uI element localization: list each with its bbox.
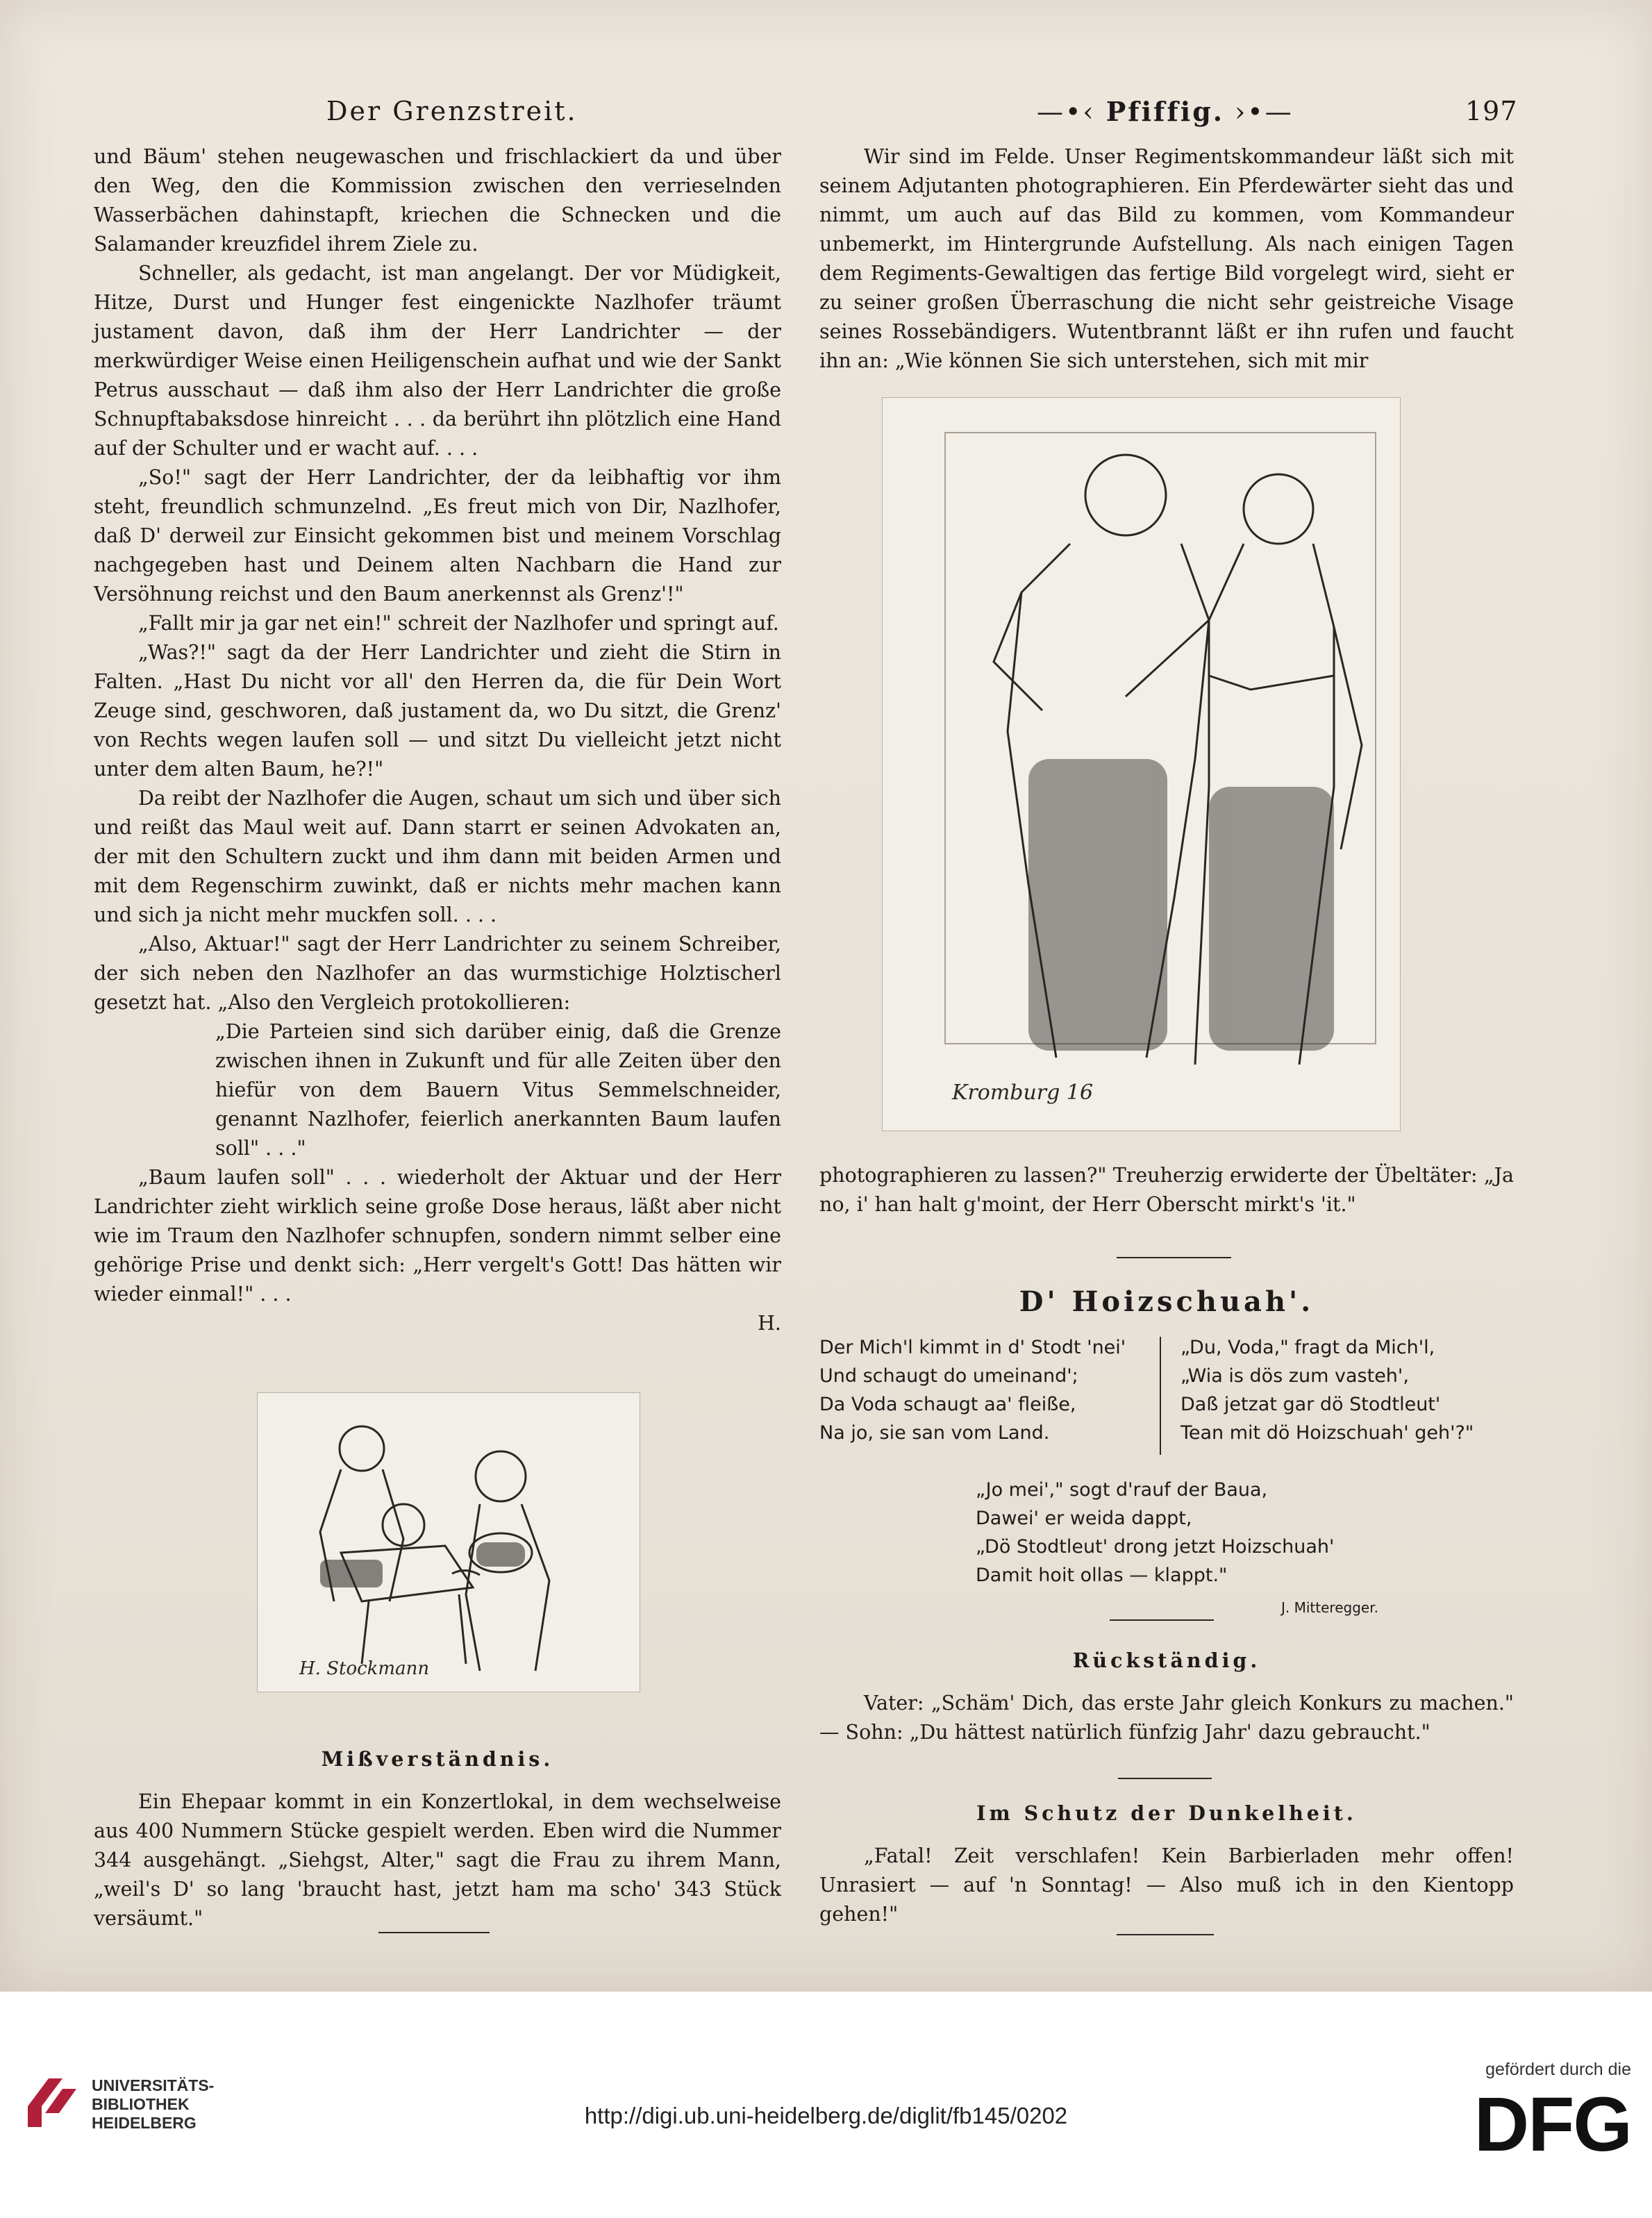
missverstaendnis-block xyxy=(94,1744,781,1933)
right-running-title: Pfiffig. xyxy=(1105,96,1224,127)
holzschuah-final-stanza xyxy=(976,1476,1392,1590)
library-line: BIBLIOTHEK xyxy=(92,2095,190,2113)
gamblers-illustration xyxy=(257,1392,640,1692)
verse-line: Daß jetzat gar dö Stodtleut' xyxy=(1180,1394,1441,1415)
library-line: UNIVERSITÄTS- xyxy=(92,2076,215,2094)
verse-line: „Wia is dös zum vasteh', xyxy=(1180,1365,1409,1387)
separator-rule xyxy=(1110,1619,1214,1621)
dunkelheit-block xyxy=(819,1799,1514,1929)
missverstaendnis-title: Mißverständnis. xyxy=(321,1747,554,1771)
separator-rule xyxy=(1117,1934,1214,1935)
story-paragraph-4: „Fallt mir ja gar net ein!" schreit der Nazlhofer und springt auf. xyxy=(138,612,779,635)
verse-line: Und schaugt do umeinand'; xyxy=(819,1365,1078,1387)
verse-line: Dawei' er weida dappt, xyxy=(976,1508,1192,1529)
story-paragraph-3: „So!" sagt der Herr Landrichter, der da leibhaftig vor ihm steht, freundlich schmunzelnd. „Es freut mich von Dir, Nazlhofer, daß D' derweil zur Einsicht gekommen bist und meinem Vorschlag nachgegeben hast und Deinem alten Nachbarn die Hand zur Versöhnung reichst und den Baum anerkennst als Grenz'!" xyxy=(94,466,781,606)
ornament-right: ›•— xyxy=(1224,97,1294,127)
soldiers-illustration xyxy=(882,397,1401,1131)
soldiers-signature: Kromburg 16 xyxy=(952,1081,1094,1105)
left-running-title: Der Grenzstreit. xyxy=(326,96,578,126)
permalink-url[interactable]: http://digi.ub.uni-heidelberg.de/diglit/fb145/0202 xyxy=(584,2103,1068,2128)
separator-rule xyxy=(1118,1778,1212,1779)
pfiffig-text-top: Wir sind im Felde. Unser Regimentskommandeur läßt sich mit seinem Adjutanten photographieren. Ein Pferdewärter sieht das und nimmt, um auch auf das Bild zu kommen, vom Kommandeur unbemerkt, im Hintergrunde Aufstellung. Als nach einigen Tagen dem Regiments-Gewaltigen das fertige Bild vorgelegt wird, sieht er zu seiner großen Überraschung die nicht sehr geistreiche Visage seines Rossebändigers. Wutentbrannt läßt er ihn rufen und faucht ihn an: „Wie können Sie sich unterstehen, sich mit mir xyxy=(819,145,1514,372)
verse-line: Der Mich'l kimmt in d' Stodt 'nei' xyxy=(819,1337,1126,1358)
rueckstaendig-title: Rückständig. xyxy=(1072,1649,1261,1672)
verse-line: „Dö Stodtleut' drong jetzt Hoizschuah' xyxy=(976,1536,1335,1558)
story-protocol-quote: „Die Parteien sind sich darüber einig, daß die Grenze zwischen ihnen in Zukunft und für alle Zeiten über den hiefür von dem Bauern Vitus Semmelschneider, genannt Nazlhofer, feierlich anerkannten Baum laufen soll" . . ." xyxy=(215,1020,781,1160)
pfiffig-top-block xyxy=(819,142,1514,376)
pfiffig-bottom-block xyxy=(819,1161,1514,1219)
separator-rule xyxy=(378,1932,490,1933)
stanza-divider xyxy=(1160,1337,1161,1455)
verse-line: „Du, Voda," fragt da Mich'l, xyxy=(1180,1337,1435,1358)
library-line: HEIDELBERG xyxy=(92,2114,197,2132)
story-paragraph-1: und Bäum' stehen neugewaschen und frischlackiert da und über den Weg, den die Kommission zwischen den verrieselnden Wasserbächen dahinstapft, kriechen die Schnecken und die Salamander kreuzfidel ihrem Ziele zu. xyxy=(94,145,781,256)
verse-line: Na jo, sie san vom Land. xyxy=(819,1422,1050,1444)
separator-rule xyxy=(1117,1257,1231,1258)
page-number: 197 xyxy=(1465,96,1518,126)
rueckstaendig-text: Vater: „Schäm' Dich, das erste Jahr gleich Konkurs zu machen." — Sohn: „Du hättest natürlich fünfzig Jahr' dazu gebraucht." xyxy=(819,1692,1514,1744)
verse-line: Tean mit dö Hoizschuah' geh'?" xyxy=(1180,1422,1474,1444)
left-column-story xyxy=(94,142,781,1338)
holzschuah-left-stanza xyxy=(819,1333,1146,1447)
soldiers-drawing xyxy=(883,398,1400,1131)
story-paragraph-5: „Was?!" sagt da der Herr Landrichter und zieht die Stirn in Falten. „Hast Du nicht vor all' den Herren da, die für Dein Wort Zeuge sind, geschworen, daß justament da, wo Du sitzt, die Grenz' von Rechts wegen laufen soll — und sitzt Du vielleicht jetzt nicht unter dem alten Baum, he?!" xyxy=(94,641,781,781)
story-paragraph-6: Da reibt der Nazlhofer die Augen, schaut um sich und über sich und reißt das Maul weit auf. Dann starrt er seinen Advokaten an, der mit den Schultern zuckt und ihm dann mit beiden Armen und mit dem Regenschirm zuwinkt, daß er nichts mehr machen kann und sich ja nicht mehr muckfen soll. . . . xyxy=(94,787,781,926)
holzschuah-heading-block xyxy=(819,1281,1514,1323)
holzschuah-right-stanza xyxy=(1180,1333,1507,1447)
verse-line: Da Voda schaugt aa' fleiße, xyxy=(819,1394,1076,1415)
gamblers-signature: H. Stockmann xyxy=(299,1658,430,1679)
story-paragraph-7: „Also, Aktuar!" sagt der Herr Landrichter zu seinem Schreiber, der sich neben den Nazlhofer an das wurmstichige Holztischerl gesetzt hat. „Also den Vergleich protokollieren: xyxy=(94,933,781,1014)
ornament-left: —•‹ xyxy=(1037,97,1106,127)
right-running-title-group xyxy=(1037,96,1294,127)
story-paragraph-2: Schneller, als gedacht, ist man angelangt. Der vor Müdigkeit, Hitze, Durst und Hunger fest eingenickte Nazlhofer träumt justament davon, daß ihm der Herr Landrichter — der merkwürdiger Weise einen Heiligenschein aufhat und wie der Sankt Petrus ausschaut — daß ihm also der Herr Landrichter die große Schnupftabaksdose hinreicht . . . da berührt ihn plötzlich eine Hand auf der Schulter und er wacht auf. . . . xyxy=(94,262,781,460)
story-paragraph-8: „Baum laufen soll" . . . wiederholt der Aktuar und der Herr Landrichter zieht wirklich seine große Dose heraus, läßt aber nicht wie im Traum den Nazlhofer schnupfen, sondern nimmt selber eine gehörige Prise und denkt sich: „Herr vergelt's Gott! Das hätten wir wieder einmal!" . . . xyxy=(94,1166,781,1306)
dfg-logo: DFG xyxy=(1474,2082,1631,2167)
holzschuah-author: J. Mitteregger. xyxy=(1281,1599,1378,1616)
verse-line: „Jo mei'," sogt d'rauf der Baua, xyxy=(976,1479,1268,1501)
pfiffig-text-bottom: photographieren zu lassen?" Treuherzig erwiderte der Übeltäter: „Ja no, i' han halt g'moint, der Herr Oberscht mirkt's 'it." xyxy=(819,1164,1514,1216)
verse-line: Damit hoit ollas — klappt." xyxy=(976,1565,1228,1586)
dunkelheit-text: „Fatal! Zeit verschlafen! Kein Barbierladen mehr offen! Unrasiert — auf 'n Sonntag! — Also muß ich in den Kientopp gehen!" xyxy=(819,1844,1514,1926)
story-signature: H. xyxy=(758,1312,781,1335)
rueckstaendig-block xyxy=(819,1646,1514,1747)
missverstaendnis-text: Ein Ehepaar kommt in ein Konzertlokal, in dem wechselweise aus 400 Nummern Stücke gespielt werden. Eben wird die Nummer 344 ausgehängt. „Siehgst, Alter," sagt die Frau zu ihrem Mann, „weil's D' so lang 'braucht hast, jetzt ham ma scho' 343 Stück versäumt." xyxy=(94,1790,781,1930)
gamblers-drawing xyxy=(258,1393,640,1692)
holzschuah-title: D' Hoizschuah'. xyxy=(1019,1285,1315,1318)
dunkelheit-title: Im Schutz der Dunkelheit. xyxy=(976,1801,1357,1825)
funding-label: gefördert durch die xyxy=(1485,2060,1631,2079)
